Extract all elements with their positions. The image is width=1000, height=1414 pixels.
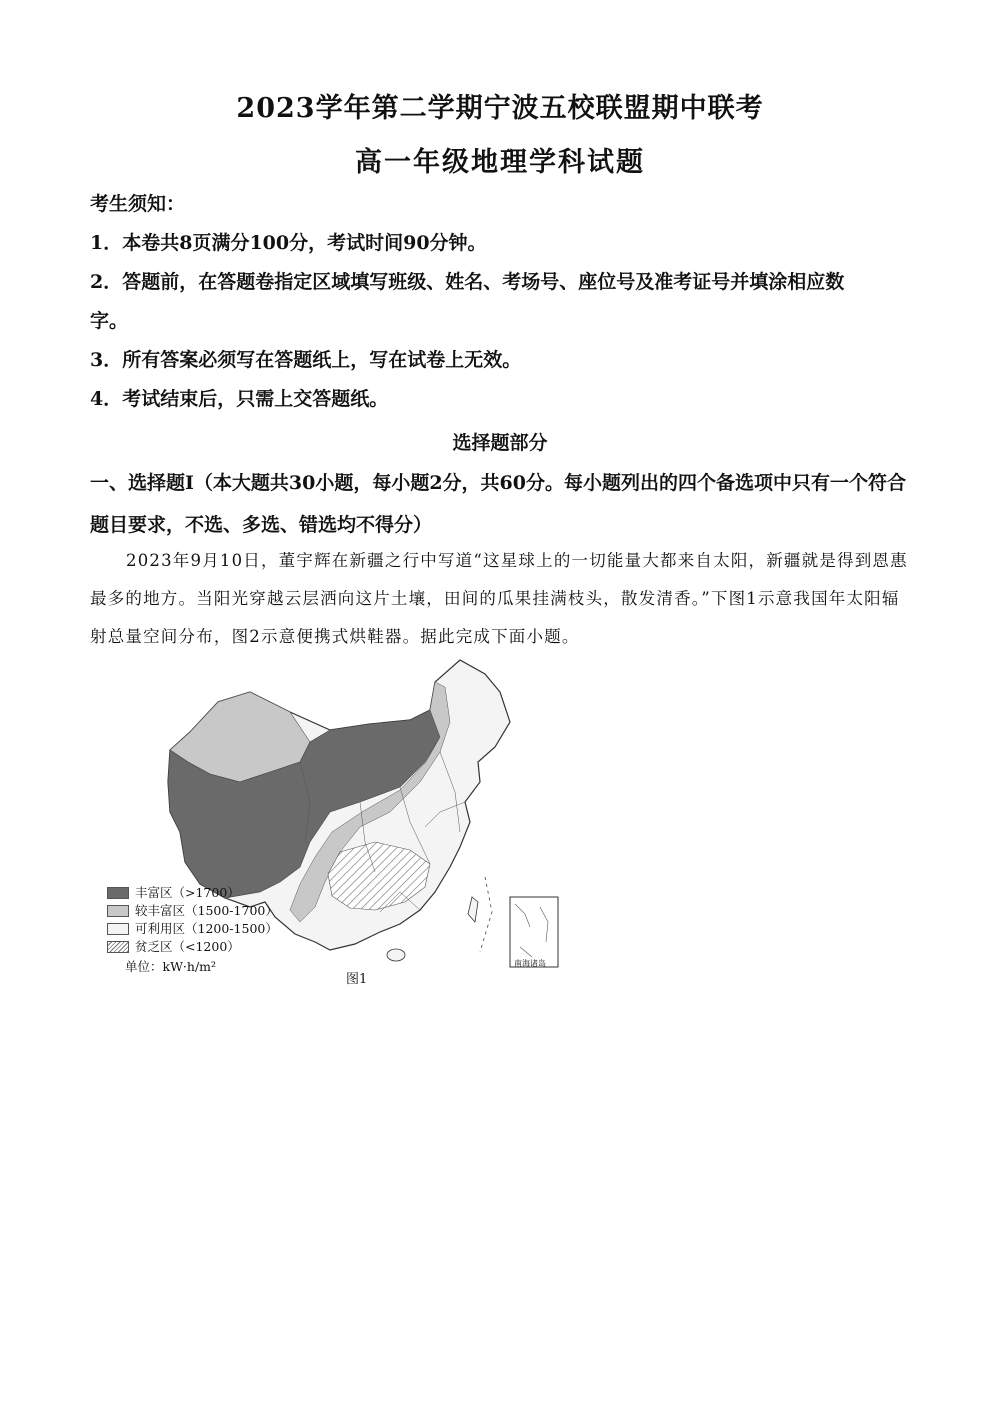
legend-label-poor: 贫乏区（<1200） (135, 939, 240, 954)
legend-unit: 单位：kW·h/m² (125, 959, 217, 974)
section-title: 选择题部分 (452, 432, 548, 454)
notice-item-4: 4．考试结束后，只需上交答题纸。 (90, 388, 389, 410)
exam-subtitle: 高一年级地理学科试题 (355, 147, 645, 178)
notice-item-2: 2．答题前，在答题卷指定区域填写班级、姓名、考场号、座位号及准考证号并填涂相应数 (90, 271, 845, 293)
exam-title: 2023学年第二学期宁波五校联盟期中联考 (236, 93, 764, 124)
taiwan-outline (468, 897, 478, 922)
legend-item-usable (107, 920, 278, 938)
map-legend (107, 884, 278, 976)
inset-label: 南海诸岛 (514, 959, 546, 968)
legend-swatch-rich (107, 887, 129, 899)
notice-item-2-cont: 字。 (90, 310, 129, 332)
legend-swatch-poor (107, 941, 129, 953)
question-passage: 2023年9月10日，董宇辉在新疆之行中写道“这星球上的一切能量大都来自太阳，新疆就是得到恩惠最多的地方。当阳光穿越云层洒向这片土壤，田间的瓜果挂满枝头，散发清香。”下图1示意我国年太阳辐射总量空间分布，图2示意便携式烘鞋器。据此完成下面小题。 (90, 551, 908, 646)
hainan-outline (387, 949, 405, 961)
notice-item-1: 1．本卷共8页满分100分，考试时间90分钟。 (90, 232, 487, 254)
legend-swatch-usable (107, 923, 129, 935)
legend-label-usable: 可利用区（1200-1500） (135, 921, 278, 936)
legend-label-rich: 丰富区（>1700） (135, 885, 240, 900)
question-header: 一、选择题Ⅰ（本大题共30小题，每小题2分，共60分。每小题列出的四个备选项中只有一个符合题目要求，不选、多选、错选均不得分） (90, 472, 906, 536)
figure-caption: 图1 (346, 972, 368, 987)
legend-item-moderate (107, 902, 278, 920)
notice-item-3: 3．所有答案必须写在答题纸上，写在试卷上无效。 (90, 349, 522, 371)
notice-heading: 考生须知： (90, 193, 186, 215)
legend-item-poor (107, 938, 278, 956)
legend-label-moderate: 较丰富区（1500-1700） (135, 903, 278, 918)
legend-swatch-moderate (107, 905, 129, 917)
south-china-sea-inset (510, 897, 558, 967)
legend-item-rich (107, 884, 278, 902)
